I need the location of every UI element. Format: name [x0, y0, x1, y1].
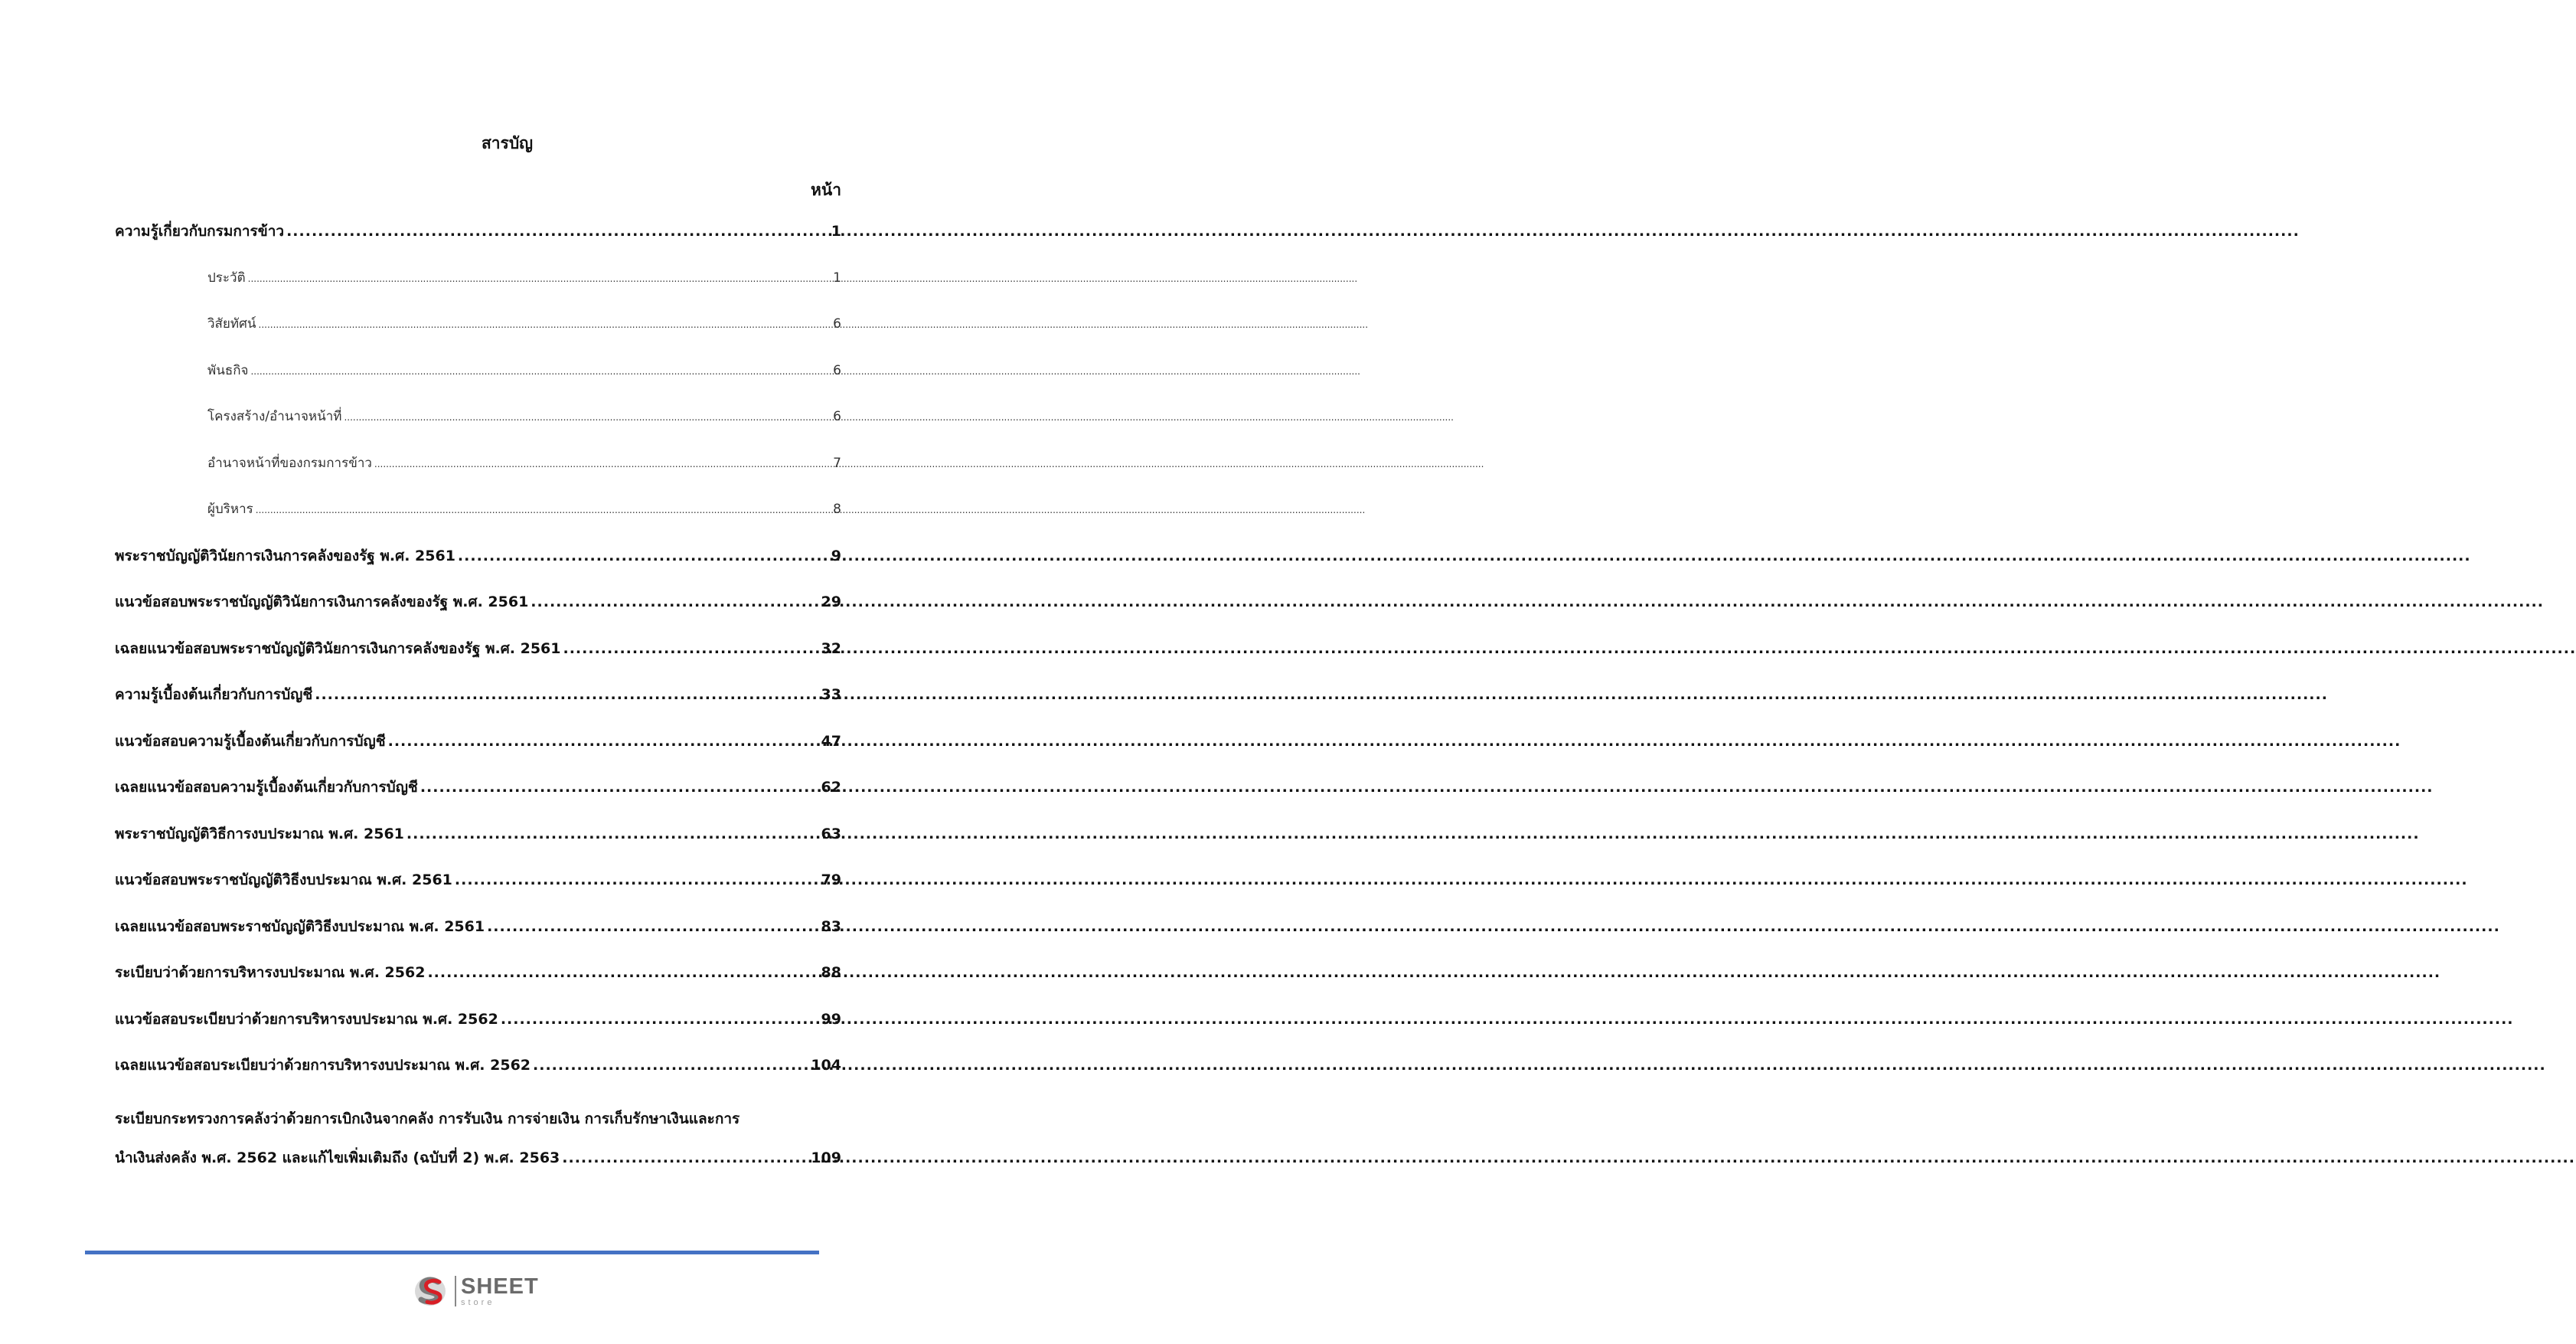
- toc-entry[interactable]: [115, 960, 841, 1006]
- toc-entry[interactable]: [115, 774, 841, 821]
- toc-entry-page: 83: [821, 917, 841, 935]
- toc-entry-page: 79: [821, 871, 841, 888]
- toc-entry-label: แนวข้อสอบพระราชบัญญัติวิธีงบประมาณ พ.ศ. 2561: [115, 871, 452, 888]
- toc-entry[interactable]: [115, 218, 841, 265]
- toc-entry-label: พระราชบัญญัติวิธีการงบประมาณ พ.ศ. 2561: [115, 825, 404, 842]
- toc-entry[interactable]: [115, 1052, 841, 1099]
- dot-leader: [487, 914, 818, 940]
- toc-entry[interactable]: [115, 728, 841, 775]
- toc-entry-label: ประวัติ: [207, 270, 246, 286]
- toc-entry[interactable]: [115, 543, 841, 590]
- footer-rule: [85, 1251, 819, 1254]
- toc-entry[interactable]: [115, 821, 841, 868]
- toc-subentry[interactable]: [115, 358, 841, 404]
- toc-subentry[interactable]: [115, 496, 841, 543]
- toc-entry-page: 62: [821, 779, 841, 796]
- logo-divider: [455, 1276, 456, 1306]
- toc-entry-page: 32: [821, 639, 841, 657]
- toc-entry-page: 6: [833, 409, 841, 424]
- dot-leader: [248, 265, 831, 292]
- toc-entry-label: ความรู้เกี่ยวกับกรมการข้าว: [115, 223, 285, 240]
- toc-entry[interactable]: [115, 867, 841, 914]
- toc-entry-label: เฉลยแนวข้อสอบความรู้เบื้องต้นเกี่ยวกับการบัญชี: [115, 779, 418, 796]
- page-title: สารบัญ: [481, 134, 534, 152]
- dot-leader: [563, 636, 819, 662]
- toc-subentry[interactable]: [115, 450, 841, 497]
- toc-subentry[interactable]: [115, 265, 841, 312]
- toc-entry[interactable]: [115, 589, 841, 636]
- sheet-store-logo-icon: [413, 1273, 450, 1310]
- dot-leader: [427, 960, 818, 986]
- dot-leader: [533, 1052, 808, 1078]
- dot-leader: [374, 450, 831, 477]
- toc-entry-page: 88: [821, 964, 841, 981]
- dot-leader: [259, 311, 831, 338]
- dot-leader: [315, 682, 818, 708]
- dot-leader: [531, 589, 818, 615]
- toc-entry-label: ผู้บริหาร: [207, 502, 253, 517]
- toc-entry[interactable]: [115, 682, 841, 728]
- toc-entry-label: โครงสร้าง/อำนาจหน้าที่: [207, 409, 342, 424]
- toc-entry-page: 104: [811, 1057, 841, 1074]
- dot-leader: [388, 728, 819, 754]
- dot-leader: [256, 496, 831, 523]
- toc-entry-page: 109: [811, 1149, 841, 1166]
- toc-entry-page: 33: [821, 686, 841, 703]
- toc-entry[interactable]: [115, 914, 841, 960]
- toc-entry-label: วิสัยทัศน์: [207, 316, 256, 332]
- toc-entry-label: อำนาจหน้าที่ของกรมการข้าว: [207, 455, 372, 471]
- toc-entry-page: 99: [821, 1010, 841, 1028]
- toc-entry-page: 8: [833, 502, 841, 517]
- toc-subentry[interactable]: [115, 311, 841, 358]
- dot-leader: [344, 404, 831, 430]
- dot-leader: [406, 821, 819, 847]
- dot-leader: [501, 1006, 819, 1032]
- toc-entry-page: 47: [821, 732, 841, 750]
- dot-leader: [458, 543, 829, 569]
- dot-leader: [420, 774, 819, 800]
- footer-logo: [413, 1270, 539, 1313]
- toc-entry-label: แนวข้อสอบความรู้เบื้องต้นเกี่ยวกับการบัญชี: [115, 732, 386, 750]
- table-of-contents: [115, 218, 841, 1171]
- toc-entry-multiline[interactable]: [115, 1106, 841, 1171]
- toc-entry-page: 6: [833, 362, 841, 378]
- toc-entry-page: 9: [831, 547, 841, 564]
- toc-entry-label: แนวข้อสอบระเบียบว่าด้วยการบริหารงบประมาณ พ.ศ. 2562: [115, 1010, 498, 1028]
- toc-entry-page: 7: [833, 455, 841, 471]
- toc-entry-label-line2: นำเงินส่งคลัง พ.ศ. 2562 และแก้ไขเพิ่มเติมถึง (ฉบับที่ 2) พ.ศ. 2563: [115, 1149, 560, 1166]
- dot-leader: [250, 358, 831, 384]
- toc-entry-label: ระเบียบว่าด้วยการบริหารงบประมาณ พ.ศ. 2562: [115, 964, 426, 981]
- logo-subword: store: [461, 1297, 495, 1307]
- toc-subentry[interactable]: [115, 404, 841, 450]
- toc-entry-label: ความรู้เบื้องต้นเกี่ยวกับการบัญชี: [115, 686, 313, 703]
- toc-entry-label: พระราชบัญญัติวินัยการเงินการคลังของรัฐ พ.ศ. 2561: [115, 547, 455, 564]
- toc-entry-page: 6: [833, 316, 841, 332]
- toc-entry-page: 63: [821, 825, 841, 842]
- toc-entry-page: 1: [833, 270, 841, 286]
- toc-entry[interactable]: [115, 636, 841, 682]
- toc-entry-page: 1: [831, 223, 841, 240]
- toc-entry-label: เฉลยแนวข้อสอบระเบียบว่าด้วยการบริหารงบประมาณ พ.ศ. 2562: [115, 1057, 531, 1074]
- toc-entry[interactable]: [115, 1006, 841, 1053]
- toc-entry-label: แนวข้อสอบพระราชบัญญัติวินัยการเงินการคลังของรัฐ พ.ศ. 2561: [115, 594, 529, 610]
- page-column-header: หน้า: [811, 181, 841, 199]
- toc-entry-label: เฉลยแนวข้อสอบพระราชบัญญัติวินัยการเงินการคลังของรัฐ พ.ศ. 2561: [115, 639, 561, 657]
- dot-leader: [562, 1145, 808, 1171]
- toc-entry-label-line1: ระเบียบกระทรวงการคลังว่าด้วยการเบิกเงินจากคลัง การรับเงิน การจ่ายเงิน การเก็บรักษาเงินและการ: [115, 1110, 740, 1127]
- dot-leader: [455, 867, 819, 893]
- toc-entry-label: พันธกิจ: [207, 362, 249, 378]
- toc-entry-page: 29: [821, 594, 841, 610]
- dot-leader: [286, 218, 829, 244]
- logo-word: SHEET: [461, 1274, 539, 1299]
- toc-entry-label: เฉลยแนวข้อสอบพระราชบัญญัติวิธีงบประมาณ พ.ศ. 2561: [115, 917, 485, 935]
